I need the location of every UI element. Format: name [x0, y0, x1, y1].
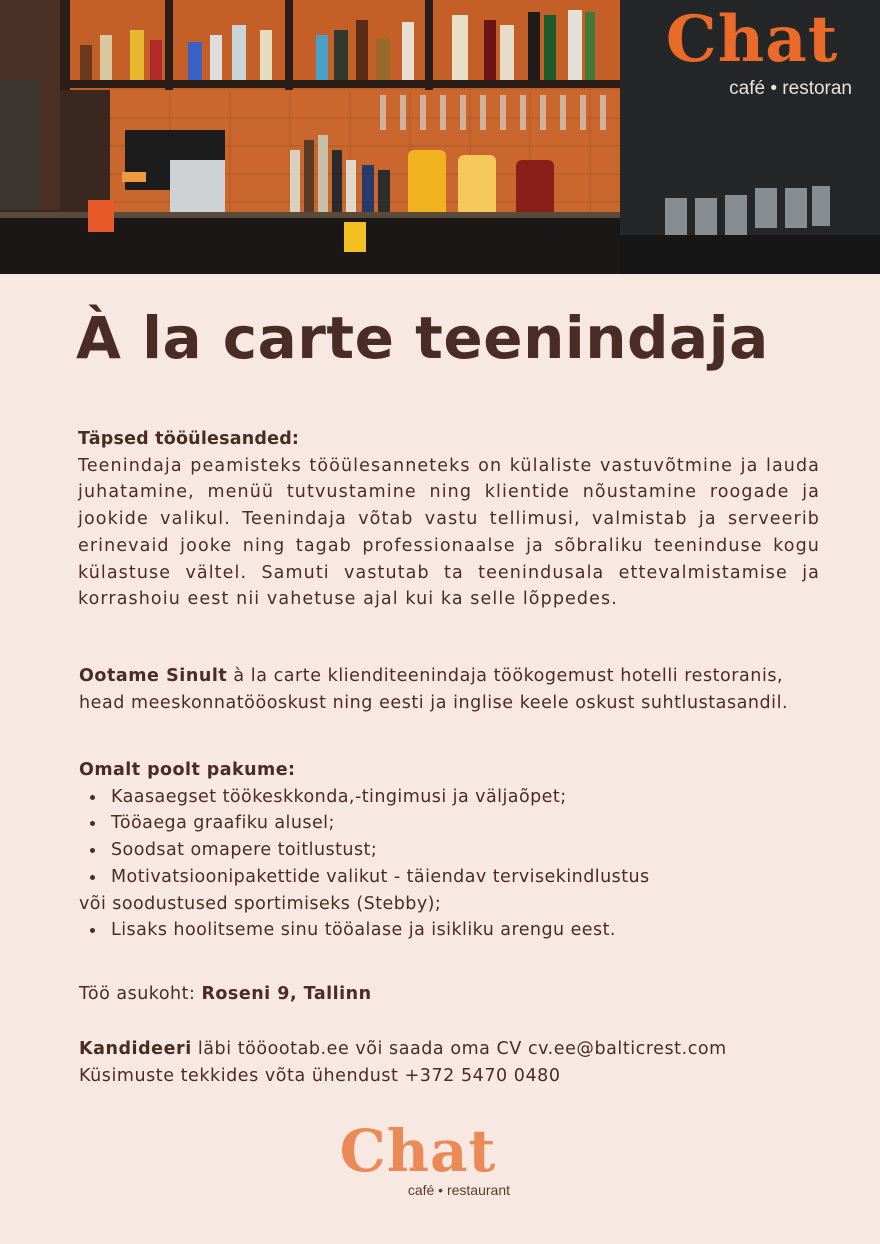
list-item [79, 864, 821, 891]
job-title: À la carte teenindaja [76, 304, 769, 372]
contact-phone-line[interactable]: Küsimuste tekkides võta ühendust +372 5470 0480 [79, 1065, 561, 1086]
tasks-section [78, 426, 820, 613]
list-item [79, 810, 821, 837]
list-item-text: Kaasaegset töökeskkonda,-tingimusi ja väljaõpet; [111, 786, 567, 807]
footer-logo-subtitle: café • restaurant [407, 1182, 510, 1198]
apply-section [79, 1036, 821, 1089]
expectations-text: à la carte klienditeenindaja töökogemust hotelli restoranis, head meeskonnatööoskust ning eesti ja inglise keele oskust suhtlustasandil. [79, 666, 789, 713]
offer-list [79, 784, 821, 944]
bullet-icon [90, 875, 95, 880]
list-item-text: Motivatsioonipakettide valikut - täiendav tervisekindlustus [111, 866, 650, 887]
header-logo-wordmark: Chat [665, 2, 839, 77]
location-value: Roseni 9, Tallinn [201, 984, 372, 1004]
footer-logo [318, 1118, 558, 1208]
list-item [79, 784, 821, 811]
list-item-text: või soodustused sportimiseks (Stebby); [79, 893, 442, 914]
header-logo-subtitle: café • restoran [729, 78, 852, 99]
tasks-text: Teenindaja peamisteks tööülesanneteks on külaliste vastuvõtmine ja lauda juhatamine, menüü tutvustamine ning klientide nõustamine roogade ja jookide valikul. Teenindaja võtab vastu tellimusi, valmistab ja serveerib erinevaid jooke ning tagab professionaalse ja sõbraliku teeninduse kogu külastuse vältel. Samuti vastutab ta teenindusala ettevalmistamise ja korrashoiu eest nii vahetuse ajal kui ka selle lõppedes. [78, 455, 820, 610]
bullet-icon [90, 848, 95, 853]
list-item-text: Soodsat omapere toitlustust; [111, 840, 378, 861]
list-item-text: Lisaks hoolitseme sinu tööalase ja isikliku arengu eest. [111, 920, 616, 941]
list-item [79, 917, 821, 944]
header-logo [642, 4, 862, 104]
tasks-heading: Täpsed tööülesanded: [78, 429, 300, 449]
offer-section [79, 757, 821, 944]
expectations-section [79, 663, 821, 716]
location-line [79, 981, 821, 1008]
expectations-lead: Ootame Sinult [79, 666, 228, 686]
location-label: Töö asukoht: [79, 984, 202, 1004]
header-bar-photo [0, 0, 880, 274]
apply-text[interactable]: läbi tööootab.ee või saada oma CV cv.ee@balticrest.com [191, 1039, 727, 1059]
list-item [79, 837, 821, 864]
bullet-icon [90, 821, 95, 826]
offer-heading: Omalt poolt pakume: [79, 760, 296, 780]
footer-logo-wordmark: Chat [339, 1117, 497, 1185]
apply-lead: Kandideeri [79, 1039, 192, 1059]
bullet-icon [90, 795, 95, 800]
list-item-continuation [79, 891, 821, 918]
list-item-text: Tööaega graafiku alusel; [111, 813, 335, 834]
bullet-icon [90, 928, 95, 933]
